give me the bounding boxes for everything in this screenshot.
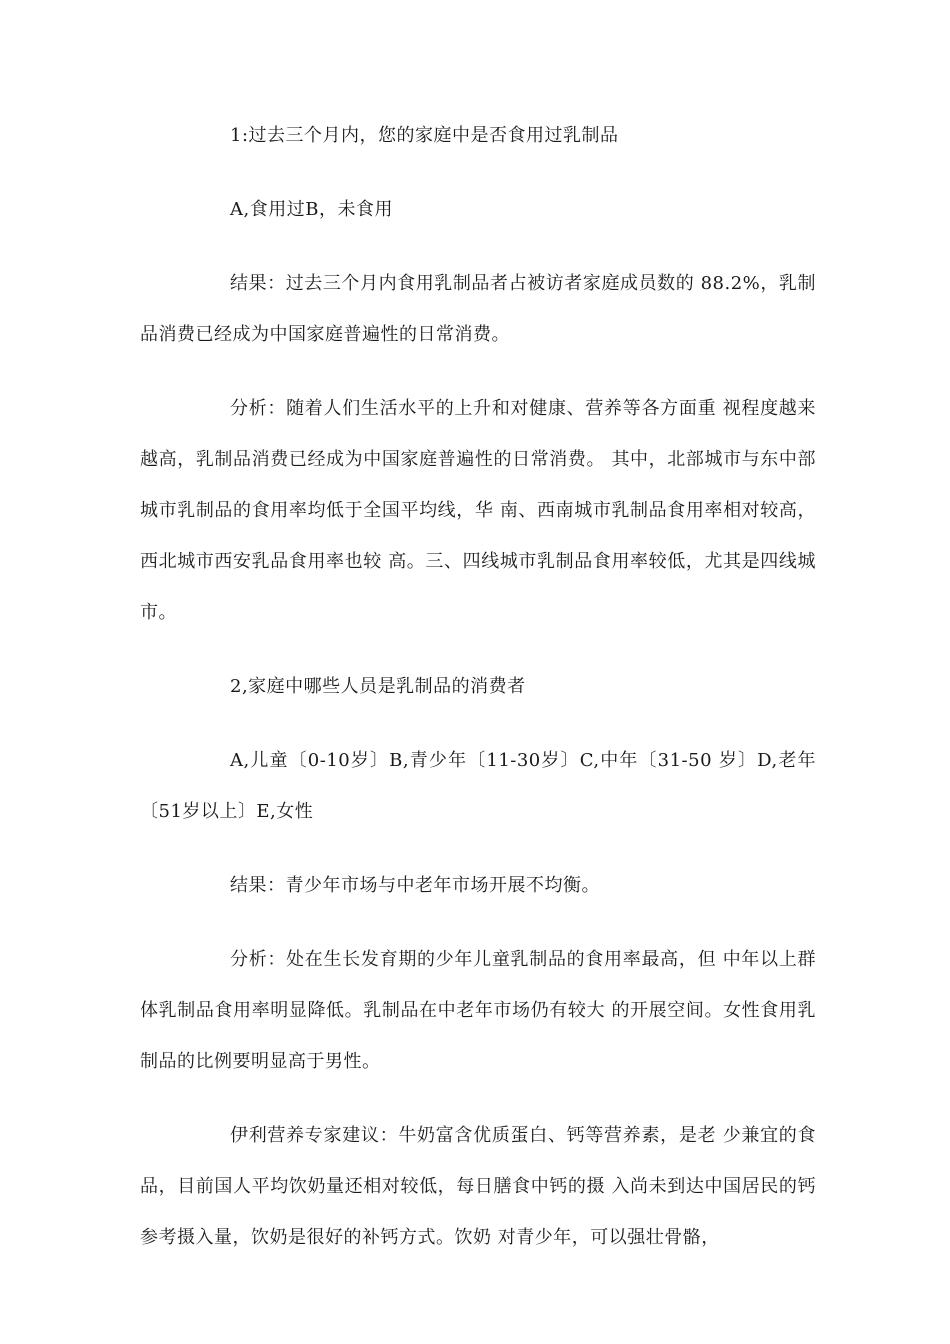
- question-2-analysis: 分析：处在生长发育期的少年儿童乳制品的食用率最高，但 中年以上群体乳制品食用率明显降低。乳制品在中老年市场仍有较大 的开展空间。女性食用乳制品的比例要明显高于男性。: [140, 949, 816, 1072]
- document-page: [140, 110, 816, 1263]
- question-1: 1:过去三个月内，您的家庭中是否食用过乳制品: [230, 125, 619, 146]
- question-2: 2,家庭中哪些人员是乳制品的消费者: [230, 676, 526, 697]
- question-1-options: A,食用过B，未食用: [230, 199, 393, 220]
- question-2-options: A,儿童〔0-10岁〕B,青少年〔11-30岁〕C,中年〔31-50 岁〕D,老年〔51岁以上〕E,女性: [140, 750, 816, 822]
- question-1-analysis: 分析：随着人们生活水平的上升和对健康、营养等各方面重 视程度越来越高，乳制品消费已经成为中国家庭普遍性的日常消费。 其中，北部城市与东中部城市乳制品的食用率均低于全国平均线，华 南、西南城市乳制品食用率相对较高，西北城市西安乳品食用率也较 高。三、四线城市乳制品食用率较低，尤其是四线城市。: [140, 398, 816, 623]
- expert-advice: 伊利营养专家建议：牛奶富含优质蛋白、钙等营养素，是老 少兼宜的食品，目前国人平均饮奶量还相对较低，每日膳食中钙的摄 入尚未到达中国居民的钙参考摄入量，饮奶是很好的补钙方式。饮奶 对青少年，可以强壮骨骼，: [140, 1125, 816, 1248]
- question-2-result: 结果：青少年市场与中老年市场开展不均衡。: [230, 875, 600, 896]
- question-1-result: 结果：过去三个月内食用乳制品者占被访者家庭成员数的 88.2%，乳制品消费已经成为中国家庭普遍性的日常消费。: [140, 273, 816, 345]
